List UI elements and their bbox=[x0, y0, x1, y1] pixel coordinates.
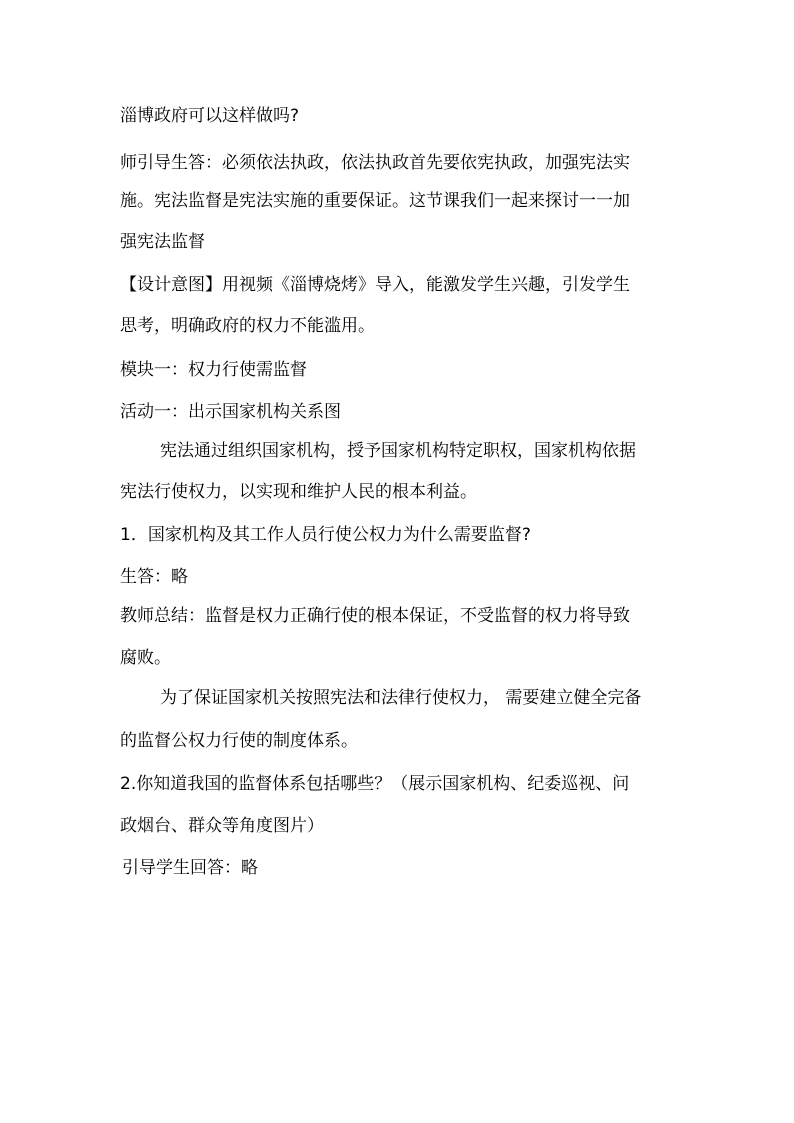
text-line: 宪法通过组织国家机构，授予国家机构特定职权，国家机构依据 bbox=[160, 441, 636, 461]
text-line: 为了保证国家机关按照宪法和法律行使权力， 需要建立健全完备 bbox=[160, 688, 642, 708]
module-heading: 模块一：权力行使需监督 bbox=[120, 360, 307, 380]
text-line: 施。宪法监督是宪法实施的重要保证。这节课我们一起来探讨一一加 bbox=[120, 191, 630, 211]
text-line: 思考，明确政府的权力不能滥用。 bbox=[120, 316, 375, 336]
text-line: 师引导生答：必须依法执政，依法执政首先要依宪执政，加强宪法实 bbox=[120, 153, 630, 173]
text-line: 淄博政府可以这样做吗? bbox=[120, 106, 300, 126]
text-line: 宪法行使权力，以实现和维护人民的根本利益。 bbox=[120, 482, 477, 502]
text-line: 【设计意图】用视频《淄博烧烤》导入，能激发学生兴趣，引发学生 bbox=[120, 275, 630, 295]
text-line: 强宪法监督 bbox=[120, 232, 205, 252]
question-1: 1．国家机构及其工作人员行使公权力为什么需要监督? bbox=[120, 525, 531, 545]
text-line: 教师总结：监督是权力正确行使的根本保证，不受监督的权力将导致 bbox=[120, 606, 630, 626]
text-line: 的监督公权力行使的制度体系。 bbox=[120, 731, 358, 751]
question-2: 2.你知道我国的监督体系包括哪些？（展示国家机构、纪委巡视、问 bbox=[120, 774, 630, 794]
text-line: 生答：略 bbox=[120, 567, 188, 587]
text-line: 引导学生回答：略 bbox=[122, 858, 258, 878]
text-line: 腐败。 bbox=[120, 648, 171, 668]
activity-heading: 活动一：出示国家机构关系图 bbox=[120, 402, 341, 422]
text-line: 政烟台、群众等角度图片） bbox=[120, 816, 324, 836]
